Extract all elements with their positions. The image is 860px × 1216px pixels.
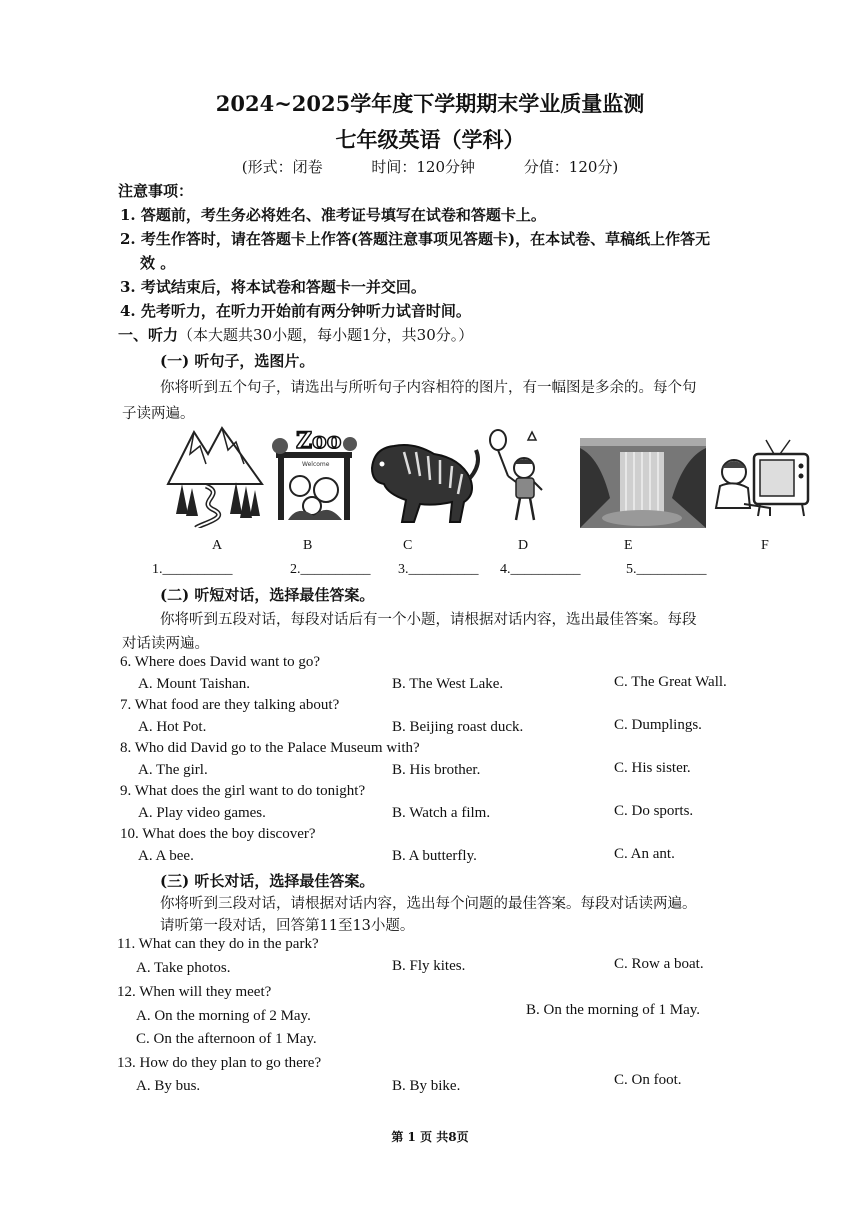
section-desc: （本大题共30小题，每小题1分，共30分。）	[178, 326, 474, 344]
option-a[interactable]: A. Take photos.	[136, 960, 231, 976]
question: 9. What does the girl want to do tonight?	[120, 783, 366, 799]
picture-label: F	[761, 538, 769, 553]
part-instruction: 请听第一段对话，回答第11至13小题。	[160, 918, 415, 934]
part-title: (二) 听短对话，选择最佳答案。	[160, 586, 375, 604]
question: 12. When will they meet?	[117, 984, 272, 1000]
option-b[interactable]: B. Watch a film.	[392, 805, 491, 821]
option-b[interactable]: B. By bike.	[392, 1078, 461, 1094]
option-a[interactable]: A. By bus.	[136, 1078, 201, 1094]
notes-heading: 注意事项：	[118, 182, 194, 200]
question: 7. What food are they talking about?	[120, 697, 340, 713]
question: 10. What does the boy discover?	[120, 826, 316, 842]
section-title: 一、听力	[118, 326, 179, 344]
answer-blank[interactable]: 1.__________	[152, 562, 233, 577]
waterfall-icon	[580, 438, 706, 528]
picture-label: C	[403, 538, 413, 553]
option-c[interactable]: C. On the afternoon of 1 May.	[136, 1031, 317, 1047]
badminton-boy-icon	[486, 424, 548, 528]
exam-title: 2024~2025学年度下学期期末学业质量监测	[215, 91, 645, 116]
picture-label: B	[303, 538, 313, 553]
part-instruction: 子读两遍。	[122, 406, 195, 422]
answer-blank[interactable]: 2.__________	[290, 562, 371, 577]
option-a[interactable]: A. Mount Taishan.	[138, 676, 251, 692]
option-c[interactable]: C. Do sports.	[614, 803, 694, 819]
note-item: 3. 考试结束后，将本试卷和答题卡一并交回。	[120, 278, 426, 296]
option-b[interactable]: B. On the morning of 1 May.	[526, 1002, 701, 1018]
part-instruction: 对话读两遍。	[122, 636, 209, 652]
question: 11. What can they do in the park?	[117, 936, 319, 952]
question: 8. Who did David go to the Palace Museum with?	[120, 740, 420, 756]
picture-label: E	[624, 538, 633, 553]
picture-label: A	[212, 538, 223, 553]
option-b[interactable]: B. Fly kites.	[392, 958, 466, 974]
note-item: 4. 先考听力，在听力开始前有两分钟听力试音时间。	[120, 302, 471, 320]
option-c[interactable]: C. His sister.	[614, 760, 691, 776]
section-heading	[118, 324, 473, 345]
picture-label: D	[518, 538, 529, 553]
option-c[interactable]: C. Row a boat.	[614, 956, 704, 972]
exam-subtitle: 七年级英语（学科）	[335, 127, 525, 152]
option-c[interactable]: C. The Great Wall.	[614, 674, 727, 690]
option-b[interactable]: B. Beijing roast duck.	[392, 719, 524, 735]
question: 6. Where does David want to go?	[120, 654, 321, 670]
page-number: 第 1 页 共8页	[391, 1130, 469, 1144]
part-instruction: 你将听到五个句子，请选出与所听句子内容相符的图片，有一幅图是多余的。每个句	[160, 380, 697, 396]
option-a[interactable]: A. Play video games.	[138, 805, 266, 821]
exam-time: 时间：120分钟	[371, 158, 475, 176]
boy-watching-tv-icon	[708, 424, 812, 528]
zoo-sign-text: Zoo	[296, 428, 342, 454]
option-c[interactable]: C. Dumplings.	[614, 717, 702, 733]
option-a[interactable]: A. On the morning of 2 May.	[136, 1008, 311, 1024]
option-c[interactable]: C. An ant.	[614, 846, 675, 862]
exam-form: (形式：闭卷	[241, 158, 323, 176]
part-instruction: 你将听到三段对话，请根据对话内容，选出每个问题的最佳答案。每段对话读两遍。	[160, 896, 697, 912]
question: 13. How do they plan to go there?	[117, 1055, 322, 1071]
option-c[interactable]: C. On foot.	[614, 1072, 682, 1088]
part-instruction: 你将听到五段对话，每段对话后有一个小题，请根据对话内容，选出最佳答案。每段	[160, 612, 697, 628]
exam-info	[0, 156, 860, 177]
option-a[interactable]: A. Hot Pot.	[138, 719, 207, 735]
note-item: 效 。	[140, 254, 176, 272]
part-title: (一) 听句子，选图片。	[160, 352, 315, 370]
mountain-road-icon	[166, 424, 264, 528]
option-a[interactable]: A. A bee.	[138, 848, 194, 864]
option-a[interactable]: A. The girl.	[138, 762, 208, 778]
part-title: (三) 听长对话，选择最佳答案。	[160, 872, 375, 890]
answer-blank[interactable]: 3.__________	[398, 562, 479, 577]
option-b[interactable]: B. A butterfly.	[392, 848, 477, 864]
answer-blank[interactable]: 4.__________	[500, 562, 581, 577]
tiger-icon	[364, 424, 482, 528]
note-item: 2. 考生作答时，请在答题卡上作答(答题注意事项见答题卡)，在本试卷、草稿纸上作答无	[120, 230, 711, 248]
answer-blank[interactable]: 5.__________	[626, 562, 707, 577]
option-b[interactable]: B. His brother.	[392, 762, 481, 778]
zoo-icon	[268, 424, 360, 528]
option-b[interactable]: B. The West Lake.	[392, 676, 504, 692]
exam-score: 分值：120分)	[523, 158, 619, 176]
note-item: 1. 答题前，考生务必将姓名、准考证号填写在试卷和答题卡上。	[120, 206, 546, 224]
zoo-sign-subtext: Welcome	[302, 461, 330, 468]
